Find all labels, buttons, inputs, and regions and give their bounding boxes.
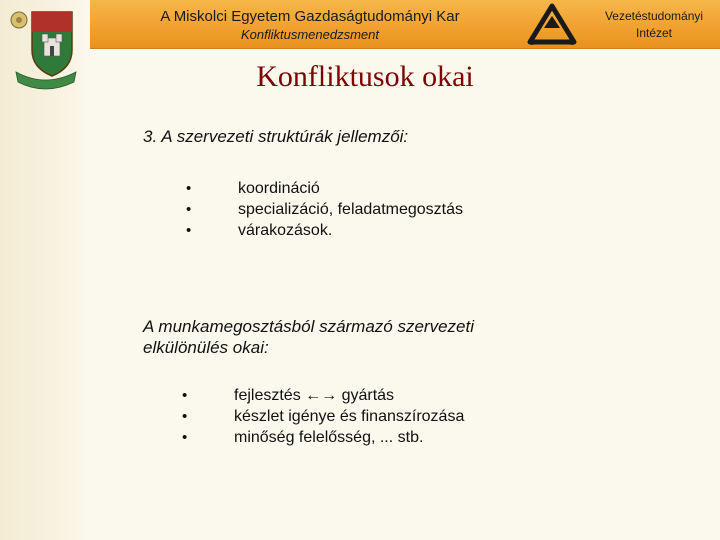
institute-logo-icon [526,2,578,46]
list-item: • várakozások. [186,222,333,239]
section2-list [182,385,465,448]
university-crest-icon [8,6,82,94]
institute-line2: Intézet [635,26,673,40]
bullet: • [186,180,192,197]
bullet: • [182,429,188,446]
bullet: • [186,222,192,239]
bullet: • [186,201,192,218]
list-item: • fejlesztés ←→ gyártás [182,387,395,404]
institute-name [590,8,718,42]
institute-line1: Vezetéstudományi [604,9,704,23]
header-title: A Miskolci Egyetem Gazdaságtudományi Kar [160,8,460,25]
section1-heading: 3. A szervezeti struktúrák jellemzői: [143,127,409,146]
slide-title: Konfliktusok okai [256,60,474,93]
bullet: • [182,387,188,404]
sidebar [0,0,90,540]
list-item: • koordináció [186,180,320,197]
bullet: • [182,408,188,425]
list-item: • készlet igénye és finanszírozása [182,408,465,425]
list-item: • minőség felelősség, ... stb. [182,429,424,446]
list-item: • specializáció, feladatmegosztás [186,201,464,218]
section1-list [186,178,464,241]
header-bar [90,0,720,49]
section2-heading: A munkamegosztásból származó szervezeti elkülönülés okai: [143,317,475,357]
header-subtitle: Konfliktusmenedzsment [240,27,379,42]
